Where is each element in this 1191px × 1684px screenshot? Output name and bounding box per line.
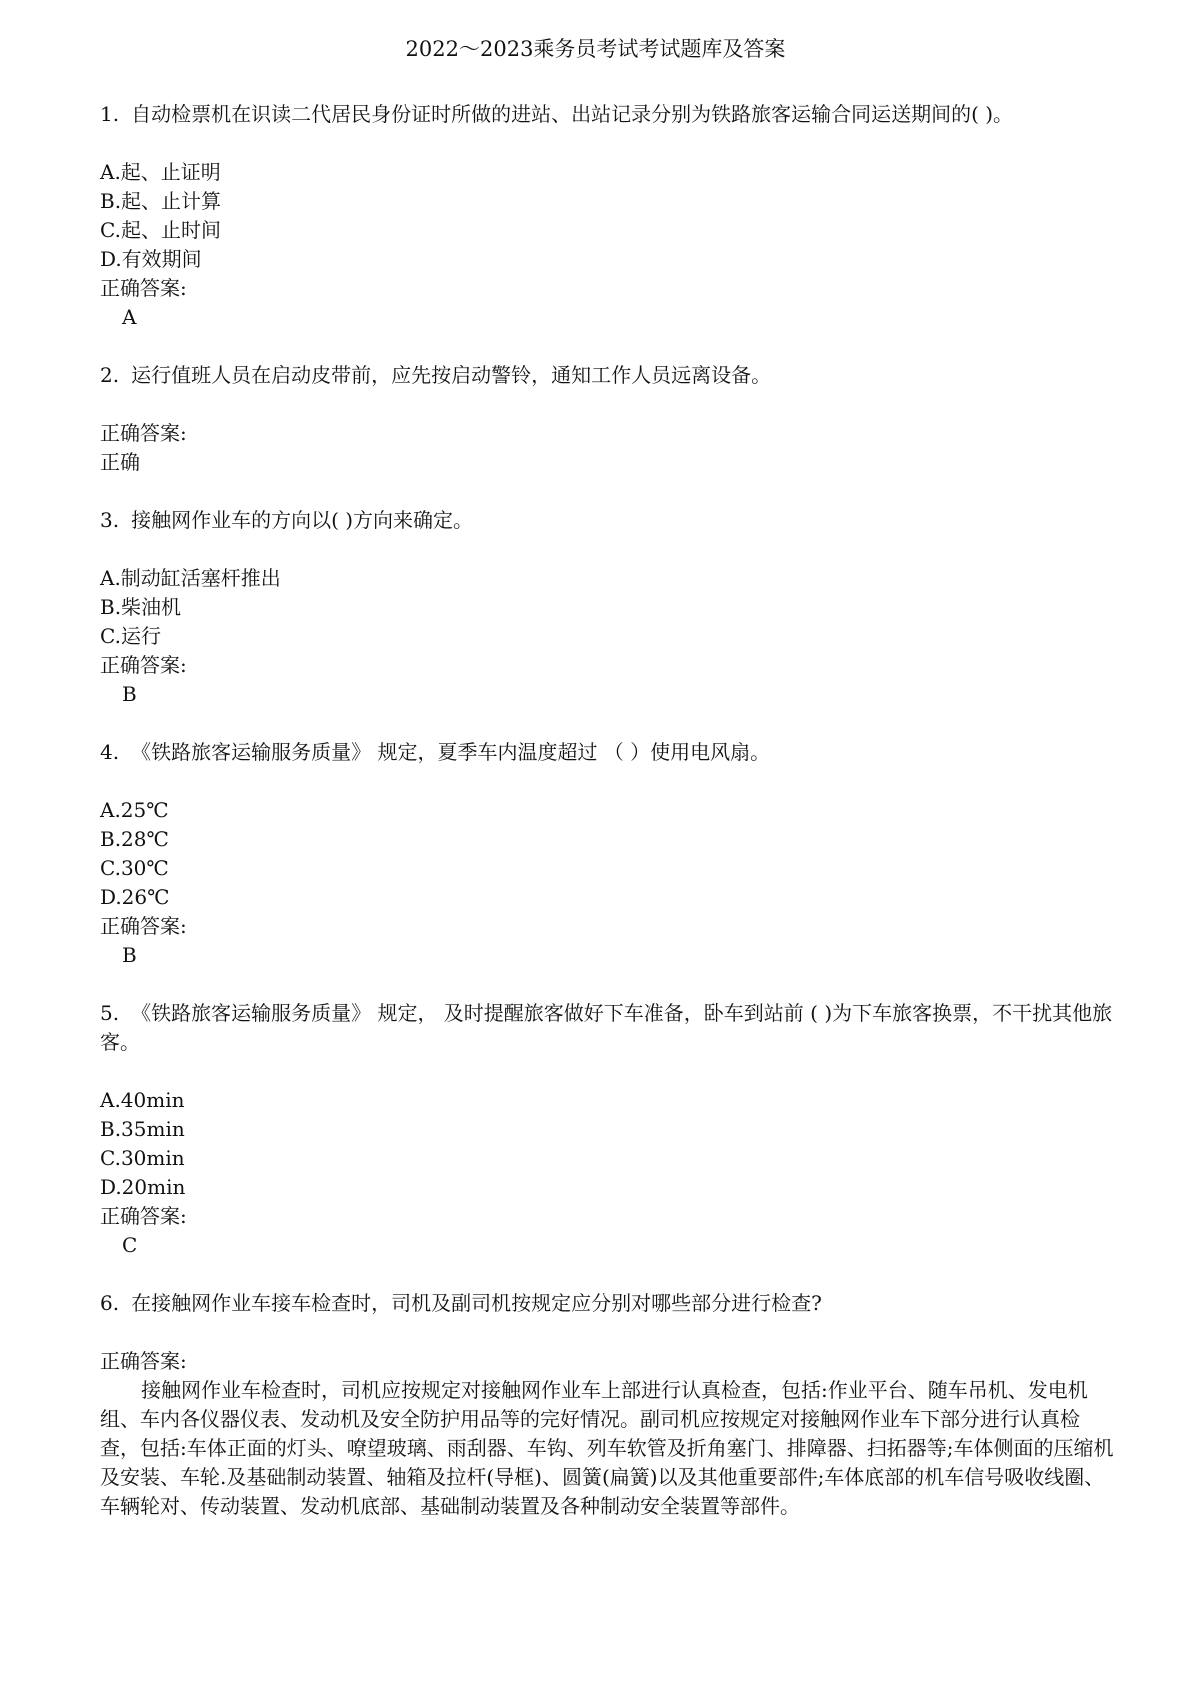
answer-label: 正确答案:	[100, 914, 187, 938]
option-b: B.35min	[100, 1117, 185, 1141]
option-d: D.20min	[100, 1175, 186, 1199]
answer-label: 正确答案:	[100, 276, 187, 300]
question-stem	[100, 738, 1119, 767]
option-d: D.26℃	[100, 885, 170, 909]
question-4	[100, 738, 1119, 970]
option-c: C.30min	[100, 1146, 185, 1170]
question-stem	[100, 361, 1119, 390]
question-6	[100, 1289, 1119, 1521]
option-c: C.运行	[100, 624, 161, 648]
option-a: A.25℃	[100, 798, 169, 822]
option-a: A.起、止证明	[100, 160, 221, 184]
question-number: 3.	[100, 508, 120, 532]
question-stem	[100, 1289, 1119, 1318]
option-d: D.有效期间	[100, 247, 202, 271]
option-b: B.28℃	[100, 827, 169, 851]
question-number: 6.	[100, 1291, 120, 1315]
option-list	[100, 1086, 1119, 1202]
option-list	[100, 564, 1119, 651]
option-a: A.制动缸活塞杆推出	[100, 566, 281, 590]
answer-value: B	[122, 943, 137, 967]
answer-label: 正确答案:	[100, 653, 187, 677]
question-number: 1.	[100, 102, 120, 126]
answer-label: 正确答案:	[100, 1204, 187, 1228]
question-2	[100, 361, 1119, 477]
question-text: 运行值班人员在启动皮带前，应先按启动警铃，通知工作人员远离设备。	[131, 363, 772, 387]
option-list	[100, 796, 1119, 912]
question-text: 《铁路旅客运输服务质量》 规定，夏季车内温度超过 （ ）使用电风扇。	[131, 740, 771, 764]
question-3	[100, 506, 1119, 709]
answer-label: 正确答案:	[100, 421, 187, 445]
question-stem	[100, 999, 1119, 1057]
document-title: 2022～2023乘务员考试考试题库及答案	[405, 37, 786, 61]
option-c: C.起、止时间	[100, 218, 221, 242]
option-b: B.起、止计算	[100, 189, 222, 213]
question-text: 自动检票机在识读二代居民身份证时所做的进站、出站记录分别为铁路旅客运输合同运送期间的( )。	[131, 102, 1014, 126]
question-stem	[100, 100, 1119, 129]
answer-value: B	[122, 682, 137, 706]
question-stem	[100, 506, 1119, 535]
question-1	[100, 100, 1119, 332]
answer-value: A	[122, 305, 137, 329]
answer-label: 正确答案:	[100, 1349, 187, 1373]
question-text: 《铁路旅客运输服务质量》 规定， 及时提醒旅客做好下车准备，卧车到站前 ( )为下车旅客换票，不干扰其他旅客。	[100, 1001, 1113, 1054]
option-b: B.柴油机	[100, 595, 182, 619]
option-a: A.40min	[100, 1088, 185, 1112]
option-c: C.30℃	[100, 856, 169, 880]
answer-value: 正确	[100, 450, 140, 474]
question-text: 在接触网作业车接车检查时，司机及副司机按规定应分别对哪些部分进行检查?	[131, 1291, 822, 1315]
answer-value: C	[122, 1233, 138, 1257]
question-number: 5.	[100, 1001, 120, 1025]
answer-essay: 接触网作业车检查时，司机应按规定对接触网作业车上部进行认真检查，包括:作业平台、随车吊机、发电机组、车内各仪器仪表、发动机及安全防护用品等的完好情况。副司机应按规定对接触网作业车下部分进行认真检查，包括:车体正面的灯头、嘹望玻璃、雨刮器、车钩、列车软管及折角塞门、排障器、扫拓器等;车体侧面的压缩机及安装、车轮.及基础制动装置、轴箱及拉杆(导框)、圆簧(扁簧)以及其他重要部件;车体底部的机车信号吸收线圈、车辆轮对、传动装置、发动机底部、基础制动装置及各种制动安全装置等部件。	[100, 1378, 1114, 1518]
option-list	[100, 158, 1119, 274]
question-5	[100, 999, 1119, 1260]
question-number: 2.	[100, 363, 120, 387]
question-number: 4.	[100, 740, 120, 764]
question-text: 接触网作业车的方向以( )方向来确定。	[131, 508, 474, 532]
